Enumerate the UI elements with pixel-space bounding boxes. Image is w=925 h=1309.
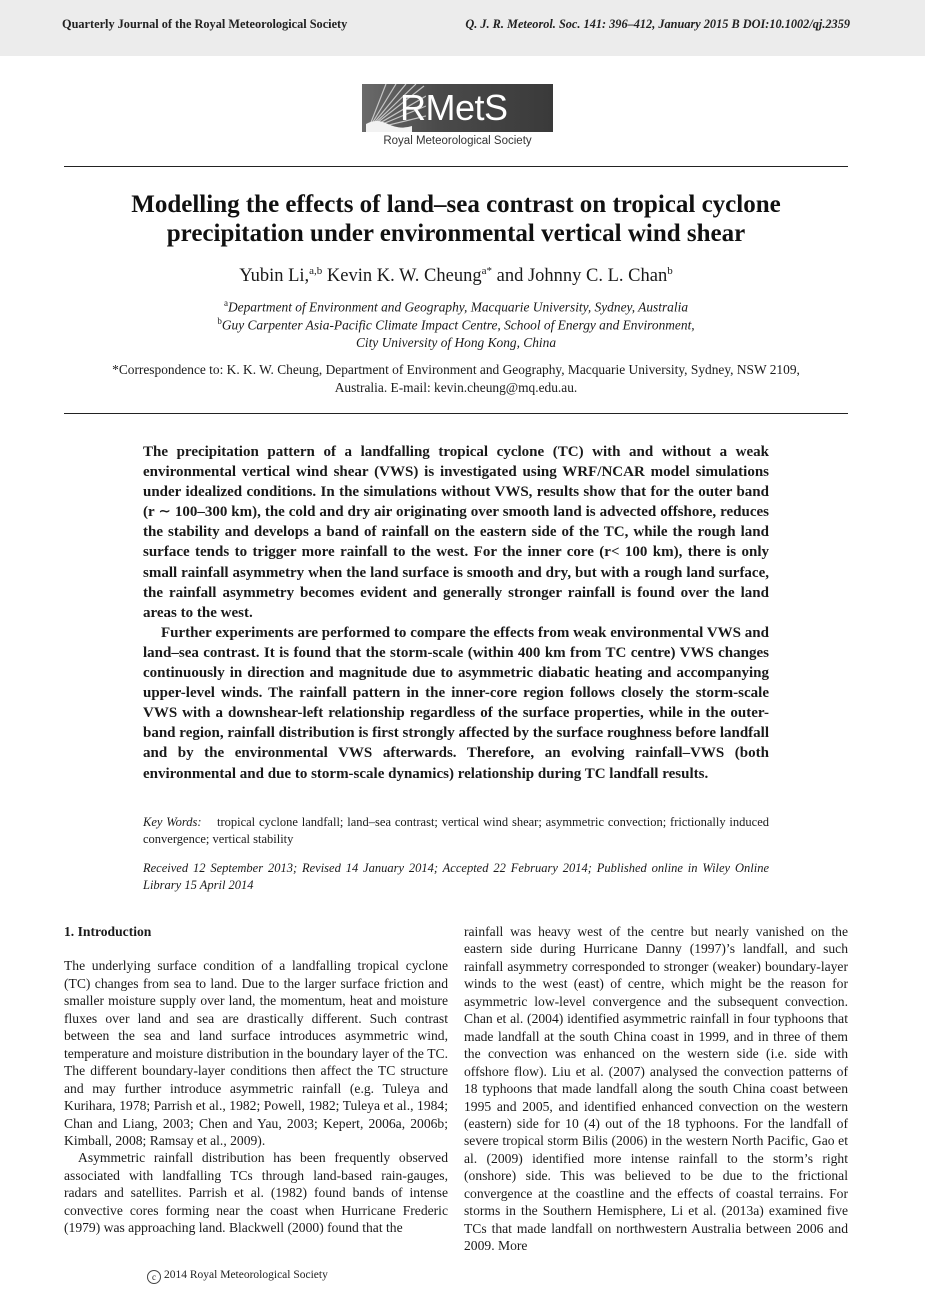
abstract-paragraph-1: The precipitation pattern of a landfalling tropical cyclone (TC) with and without a weak environmental vertical wind shear (VWS) is investigated using WRF/NCAR model simulations under idealized conditions. In the simulations without VWS, results show that for the outer band (r ∼ 100–300 km), the cold and dry air originating over smooth land is advected offshore, reduces the stability and develops a band of rainfall on the eastern side of the TC, while the rough land surface tends to trigger more rainfall to the west. For the inner core (r< 100 km), there is only small rainfall asymmetry when the land surface is smooth and dry, but with a rough land surface, the rainfall asymmetry becomes evident and generally stronger rainfall is found over the land areas to the west. bbox=[143, 444, 769, 621]
intro-paragraph-2: Asymmetric rainfall distribution has been frequently observed associated with landfalling TCs through land-based rain-gauges, radars and satellites. Parrish et al. (1982) found bands of intense convective cores forming near the coast when Hurricane Frederic (1979) was approaching land. Blackwell (2000) found that the bbox=[64, 1150, 448, 1236]
left-column bbox=[64, 923, 448, 1237]
journal-header-bar bbox=[0, 0, 925, 56]
copyright-text: 2014 Royal Meteorological Society bbox=[164, 1269, 328, 1281]
affiliation-b-text-1: Guy Carpenter Asia-Pacific Climate Impact Centre, School of Energy and Environment, bbox=[221, 317, 695, 333]
author-1: Yubin Li, bbox=[239, 266, 310, 287]
right-column bbox=[464, 923, 848, 1255]
correspondence-line-1: *Correspondence to: K. K. W. Cheung, Department of Environment and Geography, Macquarie University, Sydney, NSW 2109, bbox=[112, 362, 800, 377]
abstract-paragraph-2: Further experiments are performed to compare the effects from weak environmental VWS and land–sea contrast. It is found that the storm-scale (within 400 km from TC centre) VWS changes continuously in direction and magnitude due to asymmetric diabatic heating and accompanying upper-level winds. The rainfall pattern in the inner-core region follows closely the storm-scale VWS with a downshear-left relationship regardless of the surface properties, while in the outer-band region, rainfall distribution is first strongly affected by the surface roughness before landfall and by the environmental VWS afterwards. Therefore, an evolving rainfall–VWS (both environmental and due to storm-scale dynamics) relationship during TC landfall results. bbox=[143, 624, 769, 782]
author-2: Kevin K. W. Cheung bbox=[326, 266, 482, 287]
affiliation-b-text-2: City University of Hong Kong, China bbox=[355, 335, 557, 351]
journal-citation: Q. J. R. Meteorol. Soc. 141: 396–412, January 2015 B DOI:10.1002/qj.2359 bbox=[465, 17, 850, 31]
author-list bbox=[64, 265, 848, 287]
correspondence-line-2: Australia. E-mail: kevin.cheung@mq.edu.au. bbox=[334, 380, 578, 395]
keywords bbox=[143, 814, 769, 848]
intro-paragraph-3: rainfall was heavy west of the centre but nearly vanished on the eastern side during Hurricane Danny (1997)’s landfall, and such rainfall asymmetry corresponded to stronger (weaker) boundary-layer winds to the west (east) of centre, which might be the reason for asymmetric low-level convergence and the subsequent convection. Chan et al. (2004) identified asymmetric rainfall in four typhoons that made landfall at the south China coast in 1999, and in three of them the convection was enhanced on the western side (i.e. side with offshore flow). Liu et al. (2007) analysed the convection patterns of 18 typhoons that made landfall along the south China coast between 1995 and 2005, and identified enhanced convection on the western (eastern) side for 10 (4) out of the 18 typhoons. For the landfall of severe tropical storm Bilis (2006) in the western North Pacific, Gao et al. (2009) identified more intense rainfall to the storm’s right (onshore) side. This was believed to be due to the frictional convergence at the coastline and the effects of coastal terrains. For storms in the Southern Hemisphere, Li et al. (2013a) examined five TCs that made landfall on northwestern Australia between 2006 and 2009. More bbox=[464, 924, 848, 1254]
logo-society-name: Royal Meteorological Society bbox=[383, 135, 532, 147]
keywords-label: Key Words: bbox=[143, 815, 202, 829]
affiliation-b-marker: b bbox=[217, 316, 222, 326]
correspondence bbox=[64, 361, 848, 397]
top-rule bbox=[64, 166, 848, 167]
author-1-affil: a,b bbox=[309, 265, 323, 277]
copyright-icon: c bbox=[147, 1270, 161, 1284]
paper-title bbox=[64, 190, 848, 248]
copyright-footer bbox=[147, 1269, 328, 1284]
author-3-affil: b bbox=[667, 265, 673, 277]
journal-name: Quarterly Journal of the Royal Meteorological Society bbox=[62, 17, 348, 31]
section-heading: 1. Introduction bbox=[64, 924, 152, 939]
keywords-text: tropical cyclone landfall; land–sea contrast; vertical wind shear; asymmetric convection; frictionally induced convergence; vertical stability bbox=[143, 815, 769, 846]
intro-paragraph-1: The underlying surface condition of a landfalling tropical cyclone (TC) changes from sea to land. Due to the larger surface friction and smaller moisture supply over land, the momentum, heat and moisture fluxes over land and sea are drastically different. Such contrast between the sea and land surface introduces asymmetric wind, temperature and moisture distribution in the boundary layer of the TC. The different boundary-layer conditions then affect the TC structure and may further introduce asymmetric rainfall (e.g. Tuleya and Kurihara, 1978; Parrish et al., 1982; Powell, 1982; Tuleya et al., 1984; Chan and Liang, 2003; Chen and Yau, 2003; Kepert, 2006a, 2006b; Kimball, 2008; Ramsay et al., 2009). bbox=[64, 958, 448, 1148]
abstract-top-rule bbox=[64, 413, 848, 414]
affiliation-b bbox=[64, 312, 848, 352]
logo-wordmark: RMetS bbox=[400, 87, 508, 128]
affiliation-a-text: Department of Environment and Geography, Macquarie University, Sydney, Australia bbox=[227, 299, 689, 315]
abstract bbox=[143, 442, 769, 784]
title-line-2: precipitation under environmental vertical wind shear bbox=[166, 220, 746, 247]
rmets-logo bbox=[362, 84, 553, 132]
received-dates: Received 12 September 2013; Revised 14 January 2014; Accepted 22 February 2014; Published online in Wiley Online Library 15 April 2014 bbox=[143, 861, 769, 892]
title-line-1: Modelling the effects of land–sea contrast on tropical cyclone bbox=[131, 191, 781, 218]
author-3: and Johnny C. L. Chan bbox=[496, 266, 668, 287]
affiliation-a-marker: a bbox=[223, 298, 228, 308]
author-2-affil: a* bbox=[481, 265, 492, 277]
